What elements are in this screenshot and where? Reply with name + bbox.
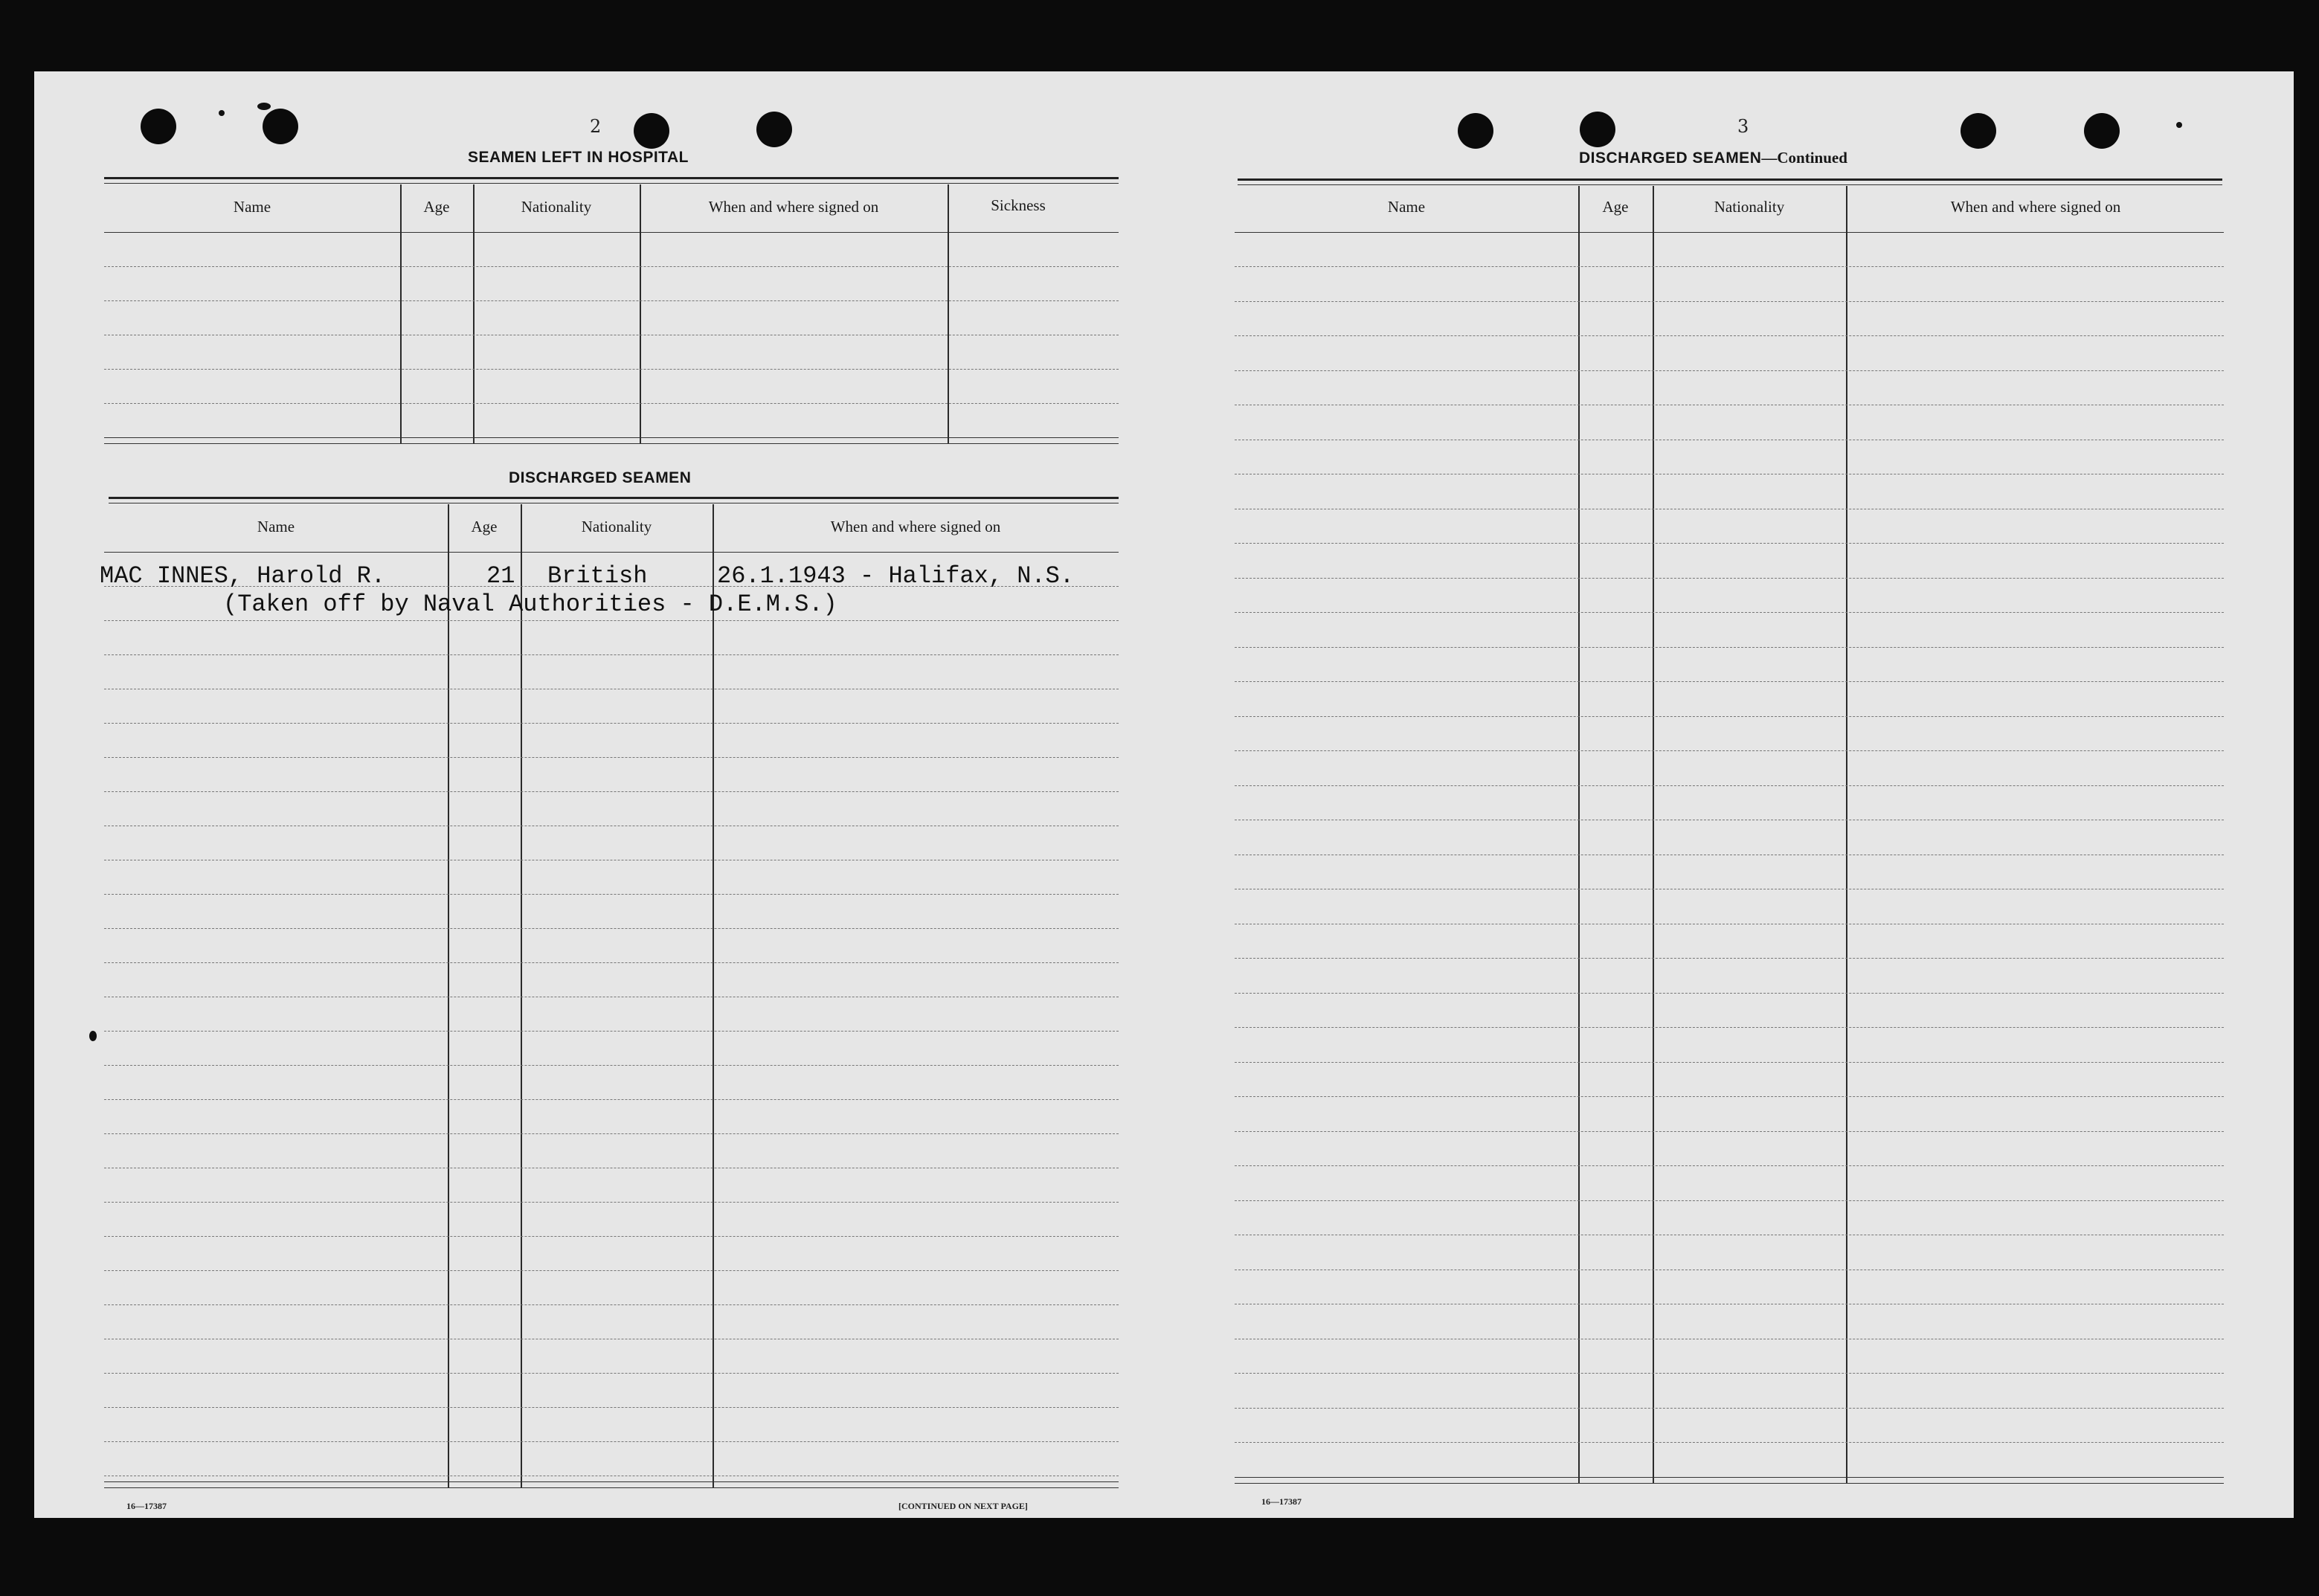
form-number-left: 16—17387 <box>126 1501 167 1511</box>
punch-hole <box>756 112 792 147</box>
table-row-line <box>1235 1200 2224 1201</box>
table-row-line <box>1235 958 2224 959</box>
table-row-line <box>1235 681 2224 682</box>
continued-section-title <box>1579 149 1847 167</box>
table-row-line <box>104 1304 1119 1305</box>
scan-speck <box>2176 122 2182 128</box>
entry-name: MAC INNES, Harold R. <box>100 562 386 590</box>
table-bottom-rule <box>104 443 1119 444</box>
table-bottom-rule <box>104 1487 1119 1488</box>
column-divider <box>713 504 714 1487</box>
table-row-line <box>104 1270 1119 1271</box>
page-number-right: 3 <box>1737 116 1749 137</box>
document-sheet <box>34 71 2294 1518</box>
table-row-line <box>104 266 1119 267</box>
table-row-line <box>1235 1062 2224 1063</box>
header-rule <box>104 552 1119 553</box>
right-col-signed-on: When and where signed on <box>1950 198 2121 216</box>
table-row-line <box>1235 1165 2224 1166</box>
column-divider <box>521 504 522 1487</box>
table-top-rule <box>109 497 1119 499</box>
column-divider <box>473 184 475 443</box>
punch-hole <box>263 109 298 144</box>
discharged-section-title: DISCHARGED SEAMEN <box>509 469 692 486</box>
table-row-line <box>1235 578 2224 579</box>
column-divider <box>1578 186 1580 1483</box>
table-top-rule <box>1238 178 2222 181</box>
table-row-line <box>104 928 1119 929</box>
table-row-line <box>104 962 1119 963</box>
table-top-rule <box>104 177 1119 179</box>
table-row-line <box>104 1441 1119 1442</box>
table-top-rule <box>1238 184 2222 185</box>
table-row-line <box>104 403 1119 404</box>
right-col-nationality: Nationality <box>1714 198 1785 216</box>
discharged-col-age: Age <box>471 518 498 535</box>
punch-hole <box>1580 112 1615 147</box>
table-row-line <box>104 1236 1119 1237</box>
table-row-line <box>1235 370 2224 371</box>
table-row-line <box>104 791 1119 792</box>
entry-nationality: British <box>547 562 648 590</box>
table-row-line <box>1235 1408 2224 1409</box>
table-row-line <box>1235 266 2224 267</box>
hospital-col-name: Name <box>233 198 271 216</box>
discharged-col-name: Name <box>257 518 295 535</box>
column-divider <box>948 184 949 443</box>
header-rule <box>104 232 1119 233</box>
table-row-line <box>1235 1131 2224 1132</box>
entry-signed-on: 26.1.1943 - Halifax, N.S. <box>717 562 1075 590</box>
column-divider <box>1653 186 1654 1483</box>
column-divider <box>400 184 402 443</box>
continued-note: [CONTINUED ON NEXT PAGE] <box>898 1501 1028 1511</box>
table-row-line <box>1235 543 2224 544</box>
table-row-line <box>1235 993 2224 994</box>
hospital-section-title: SEAMEN LEFT IN HOSPITAL <box>468 149 689 166</box>
table-row-line <box>104 654 1119 655</box>
table-row-line <box>1235 1373 2224 1374</box>
right-col-name: Name <box>1387 198 1426 216</box>
scan-speck <box>219 110 225 116</box>
table-row-line <box>104 369 1119 370</box>
continued-section-title-suffix: —Continued <box>1761 149 1847 167</box>
column-divider <box>1846 186 1847 1483</box>
hospital-col-age: Age <box>423 198 450 216</box>
punch-hole <box>1458 113 1493 149</box>
scan-speck <box>257 103 271 110</box>
table-row-line <box>1235 716 2224 717</box>
discharged-col-nationality: Nationality <box>581 518 652 535</box>
entry-age: 21 <box>486 562 515 590</box>
column-divider <box>448 504 449 1487</box>
table-row-line <box>104 1373 1119 1374</box>
table-row-line <box>104 1065 1119 1066</box>
punch-hole <box>141 109 176 144</box>
table-row-line <box>1235 1096 2224 1097</box>
table-row-line <box>104 723 1119 724</box>
table-row-line <box>1235 301 2224 302</box>
table-bottom-rule <box>104 437 1119 438</box>
table-bottom-rule <box>1235 1483 2224 1484</box>
table-row-line <box>1235 750 2224 751</box>
hospital-col-nationality: Nationality <box>521 198 592 216</box>
table-row-line <box>104 894 1119 895</box>
continued-section-title-main: DISCHARGED SEAMEN <box>1579 149 1762 167</box>
table-row-line <box>104 1099 1119 1100</box>
table-row-line <box>104 1133 1119 1134</box>
table-row-line <box>1235 785 2224 786</box>
table-row-line <box>104 1202 1119 1203</box>
punch-hole <box>634 113 669 149</box>
table-row-line <box>104 620 1119 621</box>
discharged-col-signed-on: When and where signed on <box>830 518 1001 535</box>
table-bottom-rule <box>104 1481 1119 1482</box>
table-top-rule <box>104 183 1119 184</box>
table-row-line <box>104 757 1119 758</box>
punch-hole <box>2084 113 2120 149</box>
header-rule <box>1235 232 2224 233</box>
table-row-line <box>104 1407 1119 1408</box>
table-row-line <box>1235 1442 2224 1443</box>
punch-hole <box>1961 113 1996 149</box>
hospital-col-signed-on: When and where signed on <box>708 198 879 216</box>
table-row-line <box>1235 612 2224 613</box>
table-row-line <box>104 300 1119 301</box>
table-row-line <box>1235 647 2224 648</box>
right-col-age: Age <box>1602 198 1629 216</box>
table-row-line <box>104 1031 1119 1032</box>
hospital-col-sickness: Sickness <box>991 196 1046 214</box>
scan-speck <box>89 1031 97 1041</box>
table-bottom-rule <box>1235 1477 2224 1478</box>
column-divider <box>640 184 641 443</box>
table-row-line <box>1235 1027 2224 1028</box>
table-row-line <box>1235 335 2224 336</box>
page-number-left: 2 <box>590 116 602 137</box>
entry-note: (Taken off by Naval Authorities - D.E.M.S.) <box>223 591 837 618</box>
form-number-right: 16—17387 <box>1261 1496 1302 1507</box>
